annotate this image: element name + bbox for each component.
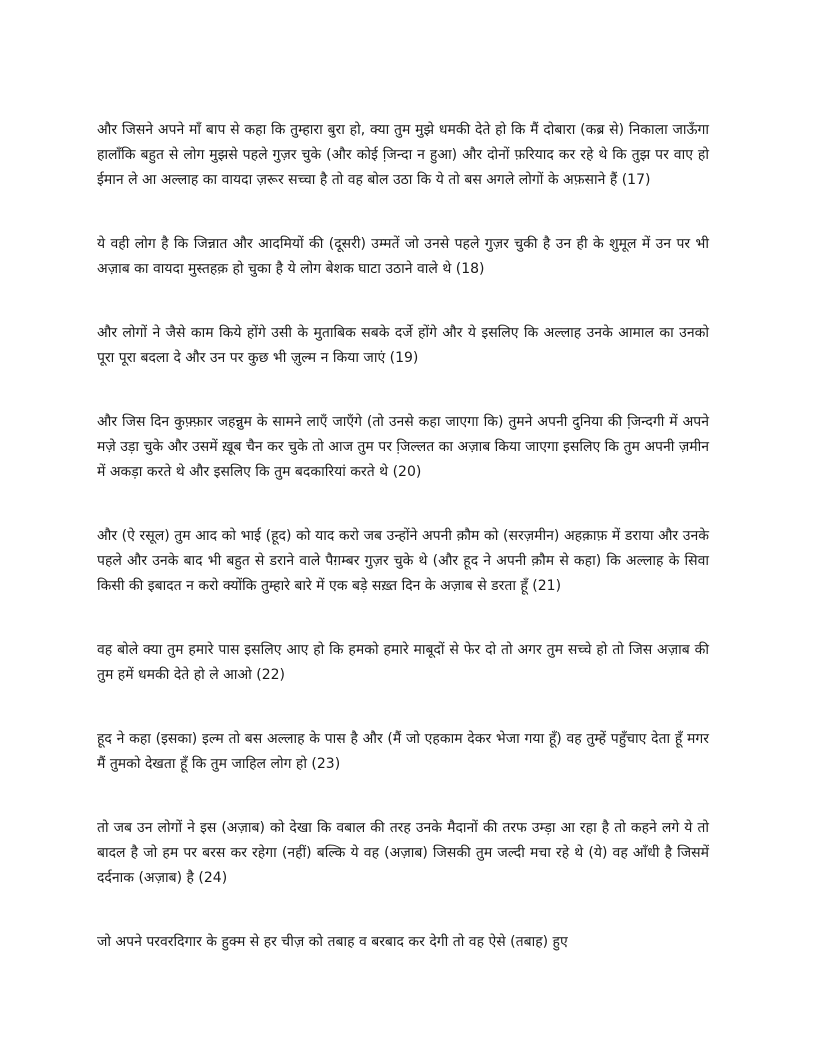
paragraph-verse-25-partial: जो अपने परवरदिगार के हुक्म से हर चीज़ को तबाह व बरबाद कर देगी तो वह ऐसे (तबाह) हुए xyxy=(97,934,568,950)
paragraph-verse-19: और लोगों ने जैसे काम किये होंगे उसी के मुताबिक सबके दर्जे होंगे और ये इसलिए कि अल्लाह उनके आमाल का उनको पूरा पूरा बदला दे और उन पर कुछ भी ज़ुल्म न किया जाएं (19) xyxy=(97,325,709,366)
paragraph-verse-24: तो जब उन लोगों ने इस (अज़ाब) को देखा कि वबाल की तरह उनके मैदानों की तरफ उम्ड़ा आ रहा है तो कहने लगे ये तो बादल है जो हम पर बरस कर रहेगा (नहीं) बल्कि ये वह (अज़ाब) जिसकी तुम जल्दी मचा रहे थे (ये) वह आँधी है जिसमें दर्दनाक (अज़ाब) है (24) xyxy=(97,820,709,886)
paragraph-verse-23: हूद ने कहा (इसका) इल्म तो बस अल्लाह के पास है और (मैं जो एहकाम देकर भेजा गया हूँ) वह तुम्हें पहुँचाए देता हूँ मगर मैं तुमको देखता हूँ कि तुम जाहिल लोग हो (23) xyxy=(97,731,709,772)
document-body xyxy=(97,118,709,955)
paragraph-verse-18: ये वही लोग है कि जिन्नात और आदमियों की (दूसरी) उम्मतें जो उनसे पहले गुज़र चुकी है उन ही के शुमूल में उन पर भी अज़ाब का वायदा मुस्तहक़ हो चुका है ये लोग बेशक घाटा उठाने वाले थे (18) xyxy=(97,236,709,277)
paragraph-verse-22: वह बोले क्या तुम हमारे पास इसलिए आए हो कि हमको हमारे माबूदों से फेर दो तो अगर तुम सच्चे हो तो जिस अज़ाब की तुम हमें धमकी देते हो ले आओ (22) xyxy=(97,642,709,683)
paragraph-verse-21: और (ऐ रसूल) तुम आद को भाई (हूद) को याद करो जब उन्होंने अपनी क़ौम को (सरज़मीन) अहक़ाफ़ में डराया और उनके पहले और उनके बाद भी बहुत से डराने वाले पैग़म्बर गुज़र चुके थे (और हूद ने अपनी क़ौम से कहा) कि अल्लाह के सिवा किसी की इबादत न करो क्योंकि तुम्हारे बारे में एक बड़े सख़्त दिन के अज़ाब से डरता हूँ (21) xyxy=(97,528,709,594)
paragraph-verse-17: और जिसने अपने माँ बाप से कहा कि तुम्हारा बुरा हो, क्या तुम मुझे धमकी देते हो कि मैं दोबारा (कब्र से) निकाला जाऊँगा हालाँकि बहुत से लोग मुझसे पहले गुज़र चुके (और कोई जि़न्दा न हुआ) और दोनों फ़रियाद कर रहे थे कि तुझ पर वाए हो ईमान ले आ अल्लाह का वायदा ज़रूर सच्चा है तो वह बोल उठा कि ये तो बस अगले लोगों के अफ़साने हैं (17) xyxy=(97,122,709,188)
paragraph-verse-20: और जिस दिन कुफ़्फ़ार जहन्नुम के सामने लाएँ जाएँगे (तो उनसे कहा जाएगा कि) तुमने अपनी दुनिया की जि़न्दगी में अपने मज़े उड़ा चुके और उसमें ख़ूब चैन कर चुके तो आज तुम पर जि़ल्लत का अज़ाब किया जाएगा इसलिए कि तुम अपनी ज़मीन में अकड़ा करते थे और इसलिए कि तुम बदकारियां करते थे (20) xyxy=(97,414,709,480)
